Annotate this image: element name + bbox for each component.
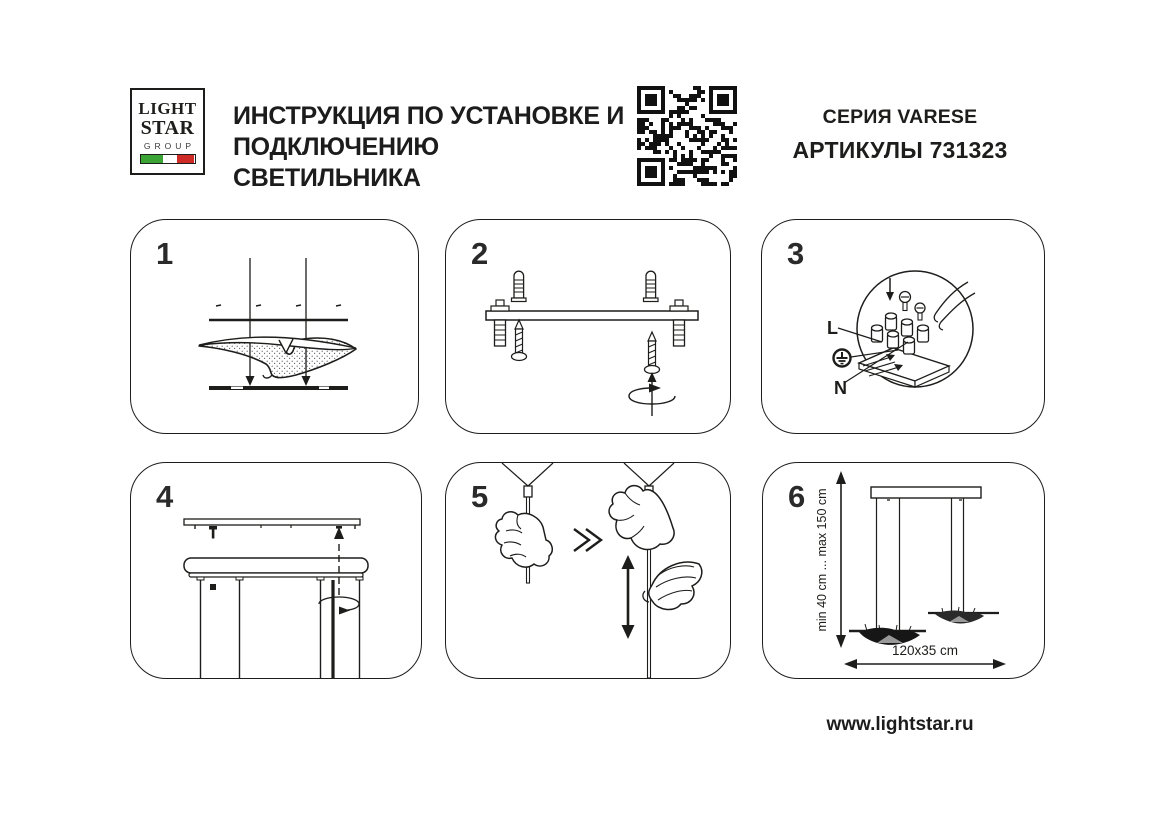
step-5-panel	[445, 462, 731, 679]
earth-icon	[834, 350, 851, 367]
width-dimension-label: 120x35 cm	[891, 643, 959, 658]
live-label: L	[827, 318, 838, 338]
step-4-number: 4	[156, 479, 174, 514]
page-title	[233, 101, 628, 194]
neutral-label: N	[834, 378, 847, 398]
italian-flag-icon	[140, 154, 196, 164]
step-3-panel	[761, 219, 1045, 434]
product-info	[775, 106, 1025, 164]
website-url: www.lightstar.ru	[826, 714, 974, 735]
logo-text-light: LIGHT	[138, 98, 197, 118]
down-arrow-icon	[886, 278, 894, 301]
hand-icon	[495, 512, 552, 567]
rotation-arrow-icon	[319, 597, 359, 615]
height-dimension-arrow	[836, 471, 846, 648]
logo-text-star: STAR	[140, 116, 195, 139]
height-dimension-label: min 40 cm ... max 150 cm	[815, 488, 829, 632]
step-3-drawing-wiring	[762, 220, 1044, 433]
hand-icon	[609, 486, 674, 550]
rotation-arrow-icon	[629, 372, 675, 416]
step-1-drawing-shade	[131, 220, 418, 433]
step-6-number: 6	[788, 479, 806, 514]
articles-label: АРТИКУЛЫ 731323	[792, 137, 1008, 163]
page-title-line2: ПОДКЛЮЧЕНИЮ СВЕТИЛЬНИКА	[233, 133, 439, 192]
wall-plug-icon	[644, 271, 659, 301]
wall-plug-icon	[512, 271, 527, 301]
shade-icon	[649, 562, 702, 609]
step-6-drawing-dimensions	[763, 463, 1044, 678]
logo-text-group: GROUP	[143, 140, 196, 151]
step-2-number: 2	[471, 236, 489, 271]
qr-code-icon	[637, 86, 737, 186]
step-4-panel	[130, 462, 422, 679]
step-5-drawing-adjustment	[446, 463, 730, 678]
page-title-line1: ИНСТРУКЦИЯ ПО УСТАНОВКЕ И	[233, 102, 625, 130]
step-2-drawing-bracket	[446, 220, 730, 433]
step-1-panel	[130, 219, 419, 434]
right-arrow-icon	[574, 529, 601, 551]
step-2-panel	[445, 219, 731, 434]
up-down-arrow-icon	[622, 555, 635, 639]
step-1-number: 1	[156, 236, 174, 271]
step-3-number: 3	[787, 236, 805, 271]
step-4-drawing-canopy	[131, 463, 421, 678]
lightstar-logo	[130, 88, 205, 175]
step-5-number: 5	[471, 479, 489, 514]
width-dimension-arrow	[844, 659, 1006, 669]
series-label: СЕРИЯ VARESE	[822, 106, 978, 128]
step-6-panel	[762, 462, 1045, 679]
